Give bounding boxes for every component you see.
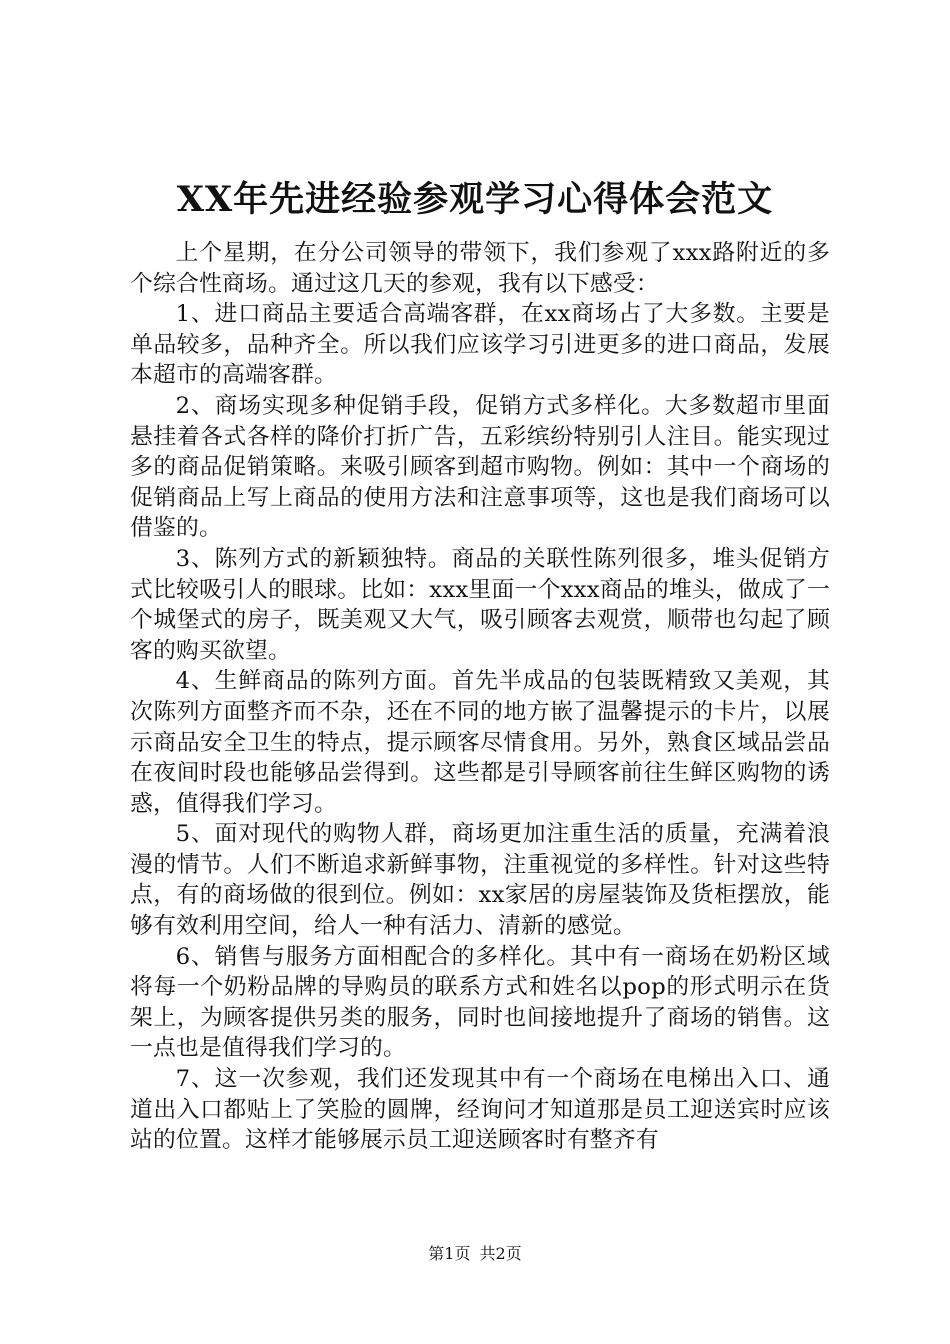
paragraph-point-2: 2、商场实现多种促销手段，促销方式多样化。大多数超市里面悬挂着各式各样的降价打折广告，五彩缤纷特别引人注目。能实现过多的商品促销策略。来吸引顾客到超市购物。例如：其中一个商场的促销商品上写上商品的使用方法和注意事项等，这也是我们商场可以借鉴的。 — [130, 392, 830, 542]
paragraph-point-7: 7、这一次参观，我们还发现其中有一个商场在电梯出入口、通道出入口都贴上了笑脸的圆牌，经询问才知道那是员工迎送宾时应该站的位置。这样才能够展示员工迎送顾客时有整齐有 — [130, 1066, 830, 1154]
paragraph-point-5: 5、面对现代的购物人群，商场更加注重生活的质量，充满着浪漫的情节。人们不断追求新鲜事物，注重视觉的多样性。针对这些特点，有的商场做的很到位。例如：xx家居的房屋装饰及货柜摆放，能够有效利用空间，给人一种有活力、清新的感觉。 — [130, 821, 830, 940]
document-body — [130, 238, 830, 1156]
page-number: 第1页 — [428, 1244, 471, 1263]
page-total: 共2页 — [479, 1244, 522, 1263]
paragraph-intro: 上个星期，在分公司领导的带领下，我们参观了xxx路附近的多个综合性商场。通过这几天的参观，我有以下感受： — [130, 240, 830, 297]
paragraph-point-4: 4、生鲜商品的陈列方面。首先半成品的包装既精致又美观，其次陈列方面整齐而不杂，还在不同的地方嵌了温馨提示的卡片，以展示商品安全卫生的特点，提示顾客尽情食用。另外，熟食区域品尝品在夜间时段也能够品尝得到。这些都是引导顾客前往生鲜区购物的诱惑，值得我们学习。 — [130, 668, 830, 817]
page-footer — [0, 1244, 950, 1264]
paragraph-point-1: 1、进口商品主要适合高端客群，在xx商场占了大多数。主要是单品较多，品种齐全。所以我们应该学习引进更多的进口商品，发展本超市的高端客群。 — [130, 301, 830, 389]
paragraph-point-3: 3、陈列方式的新颖独特。商品的关联性陈列很多，堆头促销方式比较吸引人的眼球。比如：xxx里面一个xxx商品的堆头，做成了一个城堡式的房子，既美观又大气，吸引顾客去观赏，顺带也勾起了顾客的购买欲望。 — [130, 545, 830, 664]
document-title: XX年先进经验参观学习心得体会范文 — [176, 179, 774, 220]
paragraph-point-6: 6、销售与服务方面相配合的多样化。其中有一商场在奶粉区域将每一个奶粉品牌的导购员的联系方式和姓名以pop的形式明示在货架上，为顾客提供另类的服务，同时也间接地提升了商场的销售。这一点也是值得我们学习的。 — [130, 943, 830, 1062]
